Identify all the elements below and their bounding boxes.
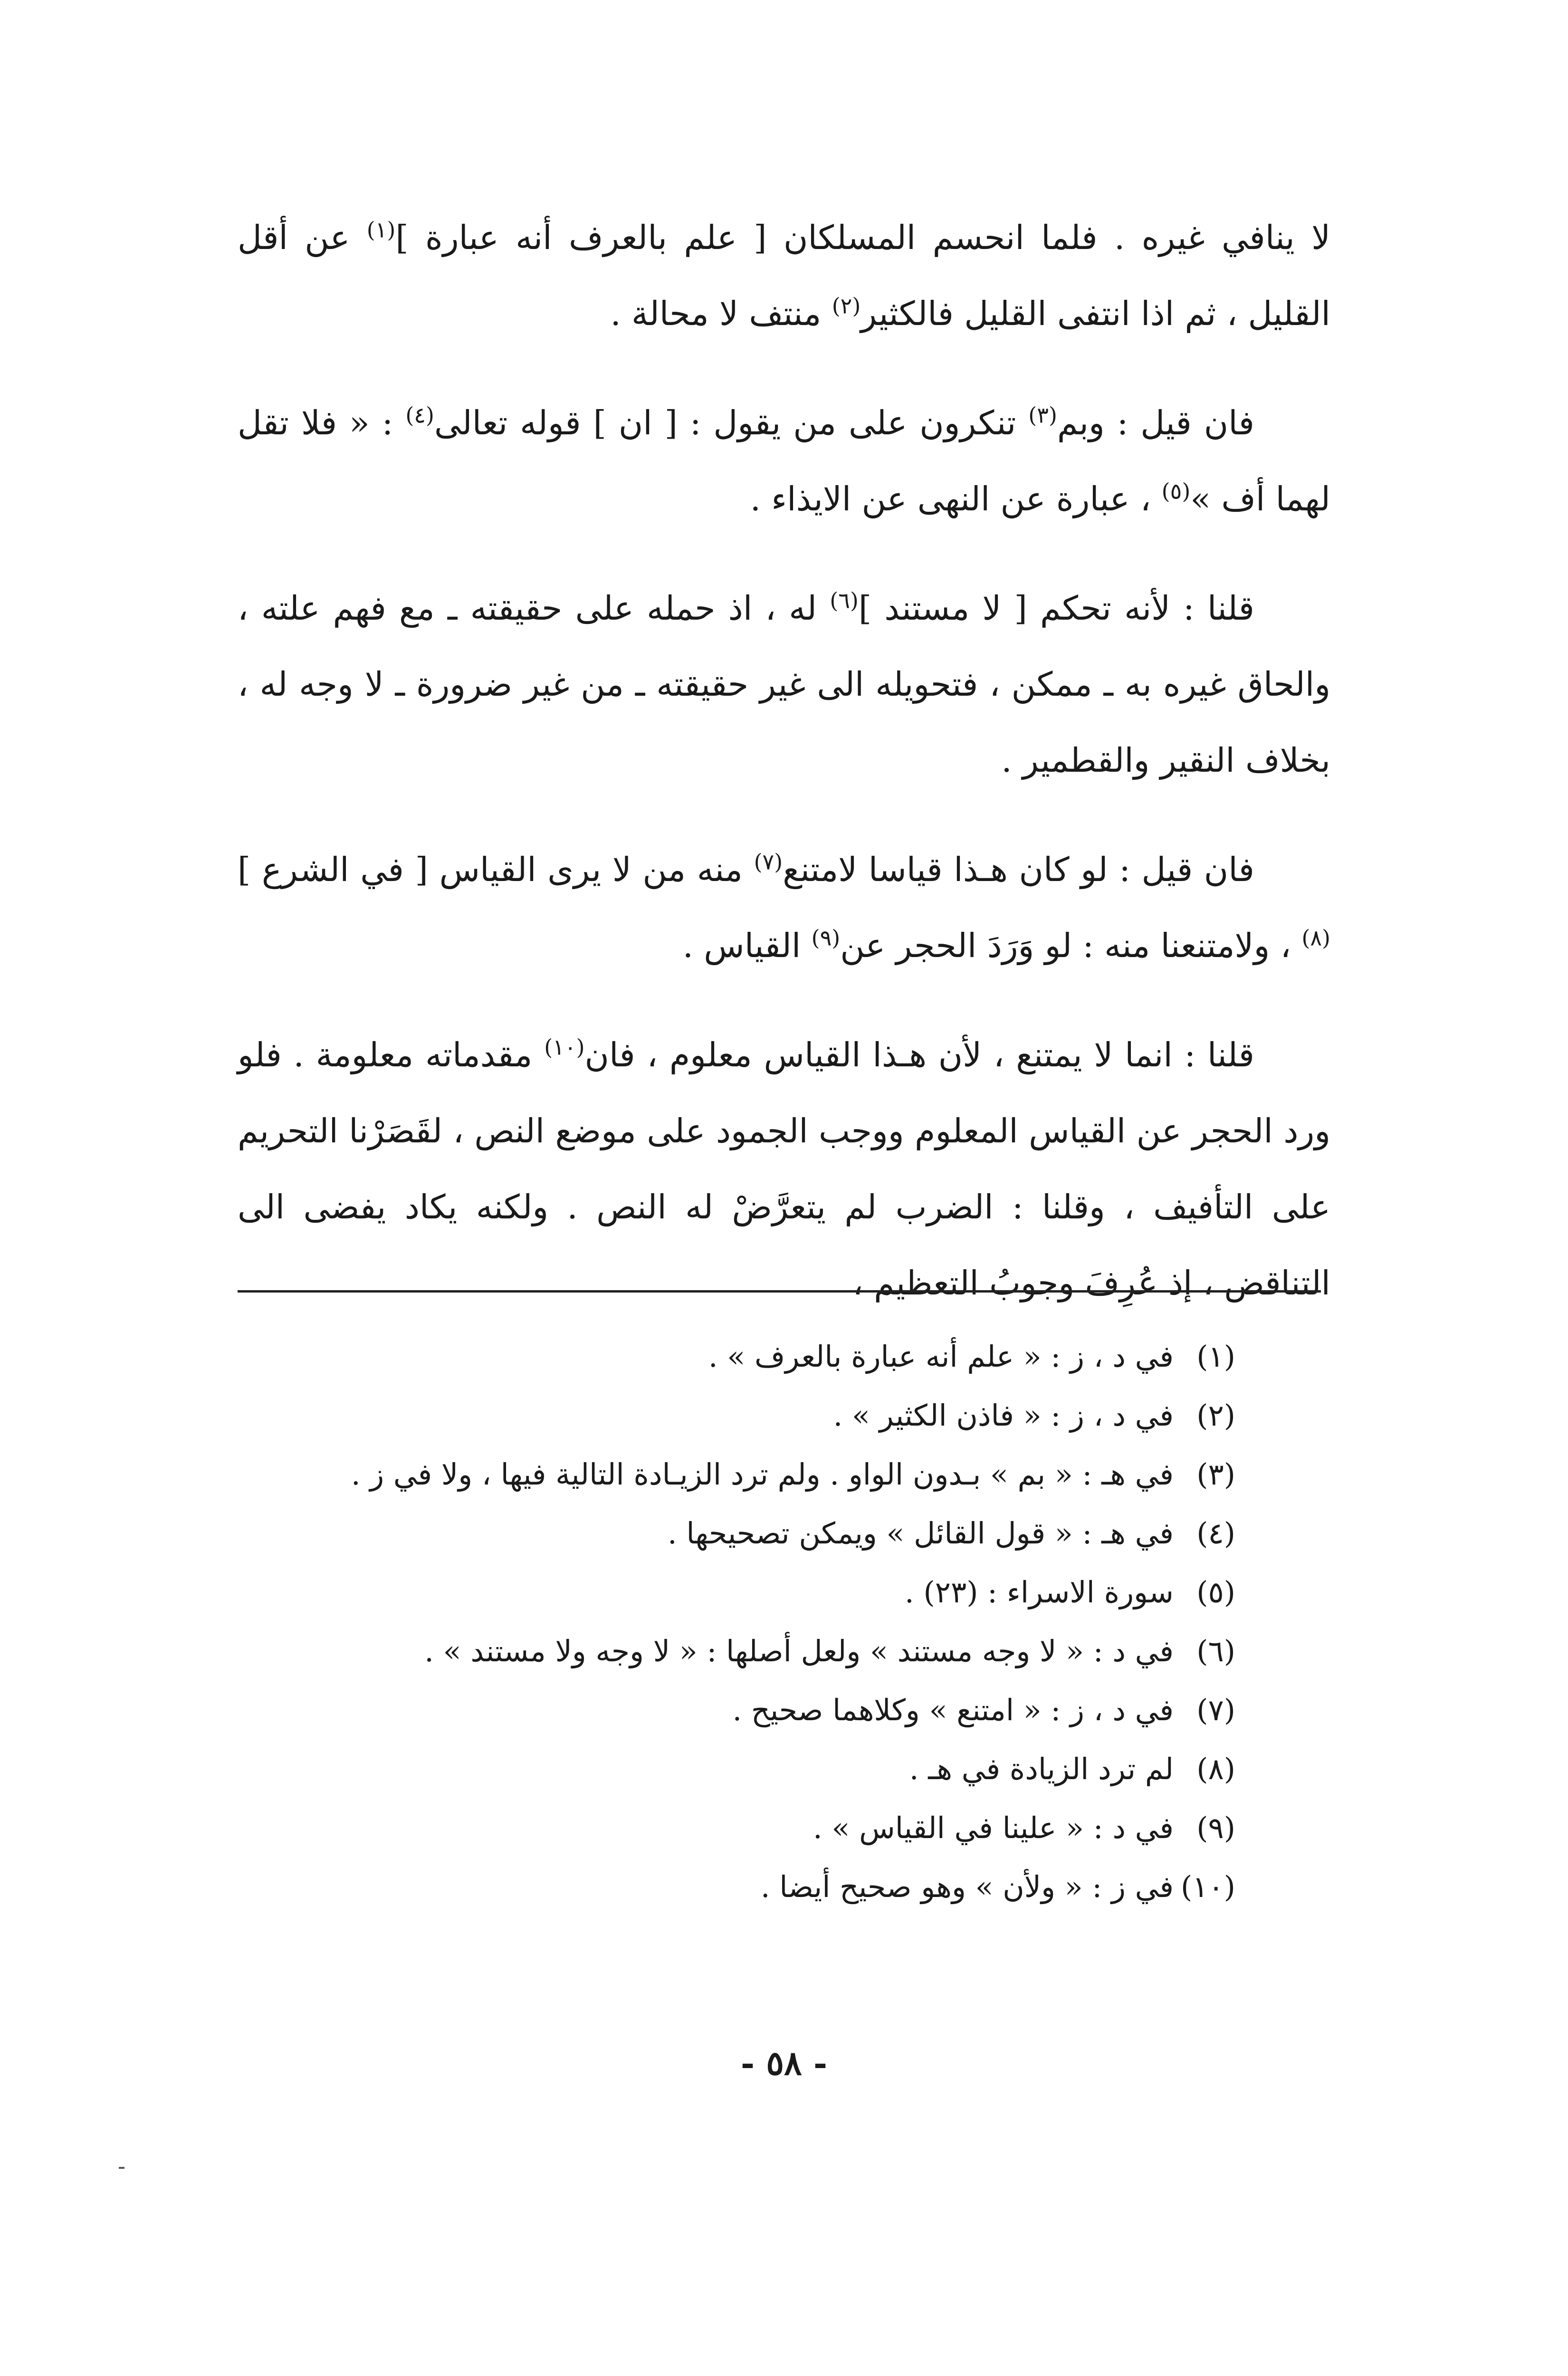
footnote-ref-10[interactable]: (١٠) [544,1034,585,1060]
footnote-ref-6[interactable]: (٦) [830,587,859,613]
footnote-number: (٩) [1196,1811,1235,1845]
text-span: ، ولامتنعنا منه : لو وَرَدَ الحجر عن [840,926,1302,965]
footnote-number: (٧) [1196,1693,1235,1727]
footnote-7 [238,1684,1330,1736]
text-span: عن أقل القليل ، ثم اذا انتفى القليل فالكثير [238,218,1330,333]
footnote-text: في د ، ز : « امتنع » وكلاهما صحيح . [732,1693,1174,1727]
footnotes [238,1331,1330,1920]
footnote-number: (٤) [1196,1516,1235,1551]
footnote-number: (٨) [1196,1752,1235,1786]
footnote-ref-8[interactable]: (٨) [1301,925,1330,951]
footnote-ref-5[interactable]: (٥) [1161,478,1191,504]
footnote-text: في د ، ز : « فاذن الكثير » . [833,1398,1174,1433]
text-span: له ، اذ حمله على حقيقته ـ مع فهم علته ، والحاق غيره به ـ ممكن ، فتحويله الى غير حقيقته ـ من غير ضرورة ـ لا وجه له ، بخلاف النقير والقطمير . [238,589,1330,780]
footnote-5 [238,1566,1330,1619]
footnote-number: (٦) [1196,1634,1235,1668]
page-number: - ٥٨ - [740,2043,828,2083]
footnote-8 [238,1743,1330,1795]
text-span: فان قيل : لو كان هـذا قياسا لامتنع [783,850,1254,889]
footnote-ref-2[interactable]: (٢) [832,293,861,319]
footnote-ref-9[interactable]: (٩) [811,925,841,951]
footnote-text: سورة الاسراء : (٢٣) . [905,1575,1174,1610]
footnote-ref-1[interactable]: (١) [366,217,396,243]
footnote-number: (٢) [1196,1398,1235,1433]
text-span: مقدماته معلومة . فلو ورد الحجر عن القياس المعلوم ووجب الجمود على موضع النص ، لقَصَرْنا التحريم على التأفيف ، وقلنا : الضرب لم يتعرَّضْ له النص . ولكنه يكاد يفضى الى التناقض ، إذ عُرِفَ وجوبُ التعظيم ، [238,1035,1330,1303]
footnote-text: في د : « علينا في القياس » . [813,1811,1174,1845]
paragraph-4 [238,832,1330,984]
paragraph-5 [238,1017,1330,1321]
footnote-text: في هـ : « بم » بـدون الواو . ولم ترد الزيـادة التالية فيها ، ولا في ز . [351,1457,1174,1492]
main-text [238,200,1330,1354]
footnote-number: (١) [1196,1339,1235,1374]
text-span: لا ينافي غيره . فلما انحسم المسلكان [ علم بالعرف أنه عبارة ] [395,218,1330,257]
footnote-text: في د ، ز : « علم أنه عبارة بالعرف » . [708,1339,1174,1374]
text-span: القياس . [682,926,812,965]
footnote-number: (٣) [1196,1457,1235,1492]
text-span: : « فلا تقل لهما أف » [238,403,1330,518]
text-span: فان قيل : وبم [1057,403,1254,442]
text-span: تنكرون على من يقول : [ ان ] قوله تعالى [434,403,1029,442]
footnote-4 [238,1507,1330,1560]
footnote-9 [238,1802,1330,1854]
scan-mark [119,2167,124,2169]
footnote-text: في د : « لا وجه مستند » ولعل أصلها : « لا وجه ولا مستند » . [424,1634,1174,1668]
paragraph-1 [238,200,1330,352]
footnote-1 [238,1331,1330,1383]
footnote-ref-3[interactable]: (٣) [1028,402,1057,428]
footnote-2 [238,1389,1330,1442]
text-span: ، عبارة عن النهى عن الايذاء . [750,479,1162,518]
footnote-6 [238,1625,1330,1677]
text-span: منه من لا يرى القياس [ في الشرع ] [238,850,754,889]
footnote-divider [238,1290,1321,1293]
footnote-number: (٥) [1196,1575,1235,1610]
footnote-3 [238,1448,1330,1501]
footnote-text: في هـ : « قول القائل » ويمكن تصحيحها . [667,1516,1174,1551]
footnote-ref-7[interactable]: (٧) [754,849,783,875]
footnote-text: لم ترد الزيادة في هـ . [909,1752,1174,1786]
footnote-10 [238,1861,1330,1913]
footnote-number: (١٠) [1180,1869,1235,1904]
footnote-text: في ز : « ولأن » وهو صحيح أيضا . [760,1869,1174,1904]
text-span: قلنا : لأنه تحكم [ لا مستند ] [858,589,1254,628]
footnote-ref-4[interactable]: (٤) [405,402,434,428]
paragraph-2 [238,385,1330,537]
text-span: قلنا : انما لا يمتنع ، لأن هـذا القياس معلوم ، فان [584,1035,1254,1074]
text-span: منتف لا محالة . [610,294,832,333]
paragraph-3 [238,570,1330,798]
